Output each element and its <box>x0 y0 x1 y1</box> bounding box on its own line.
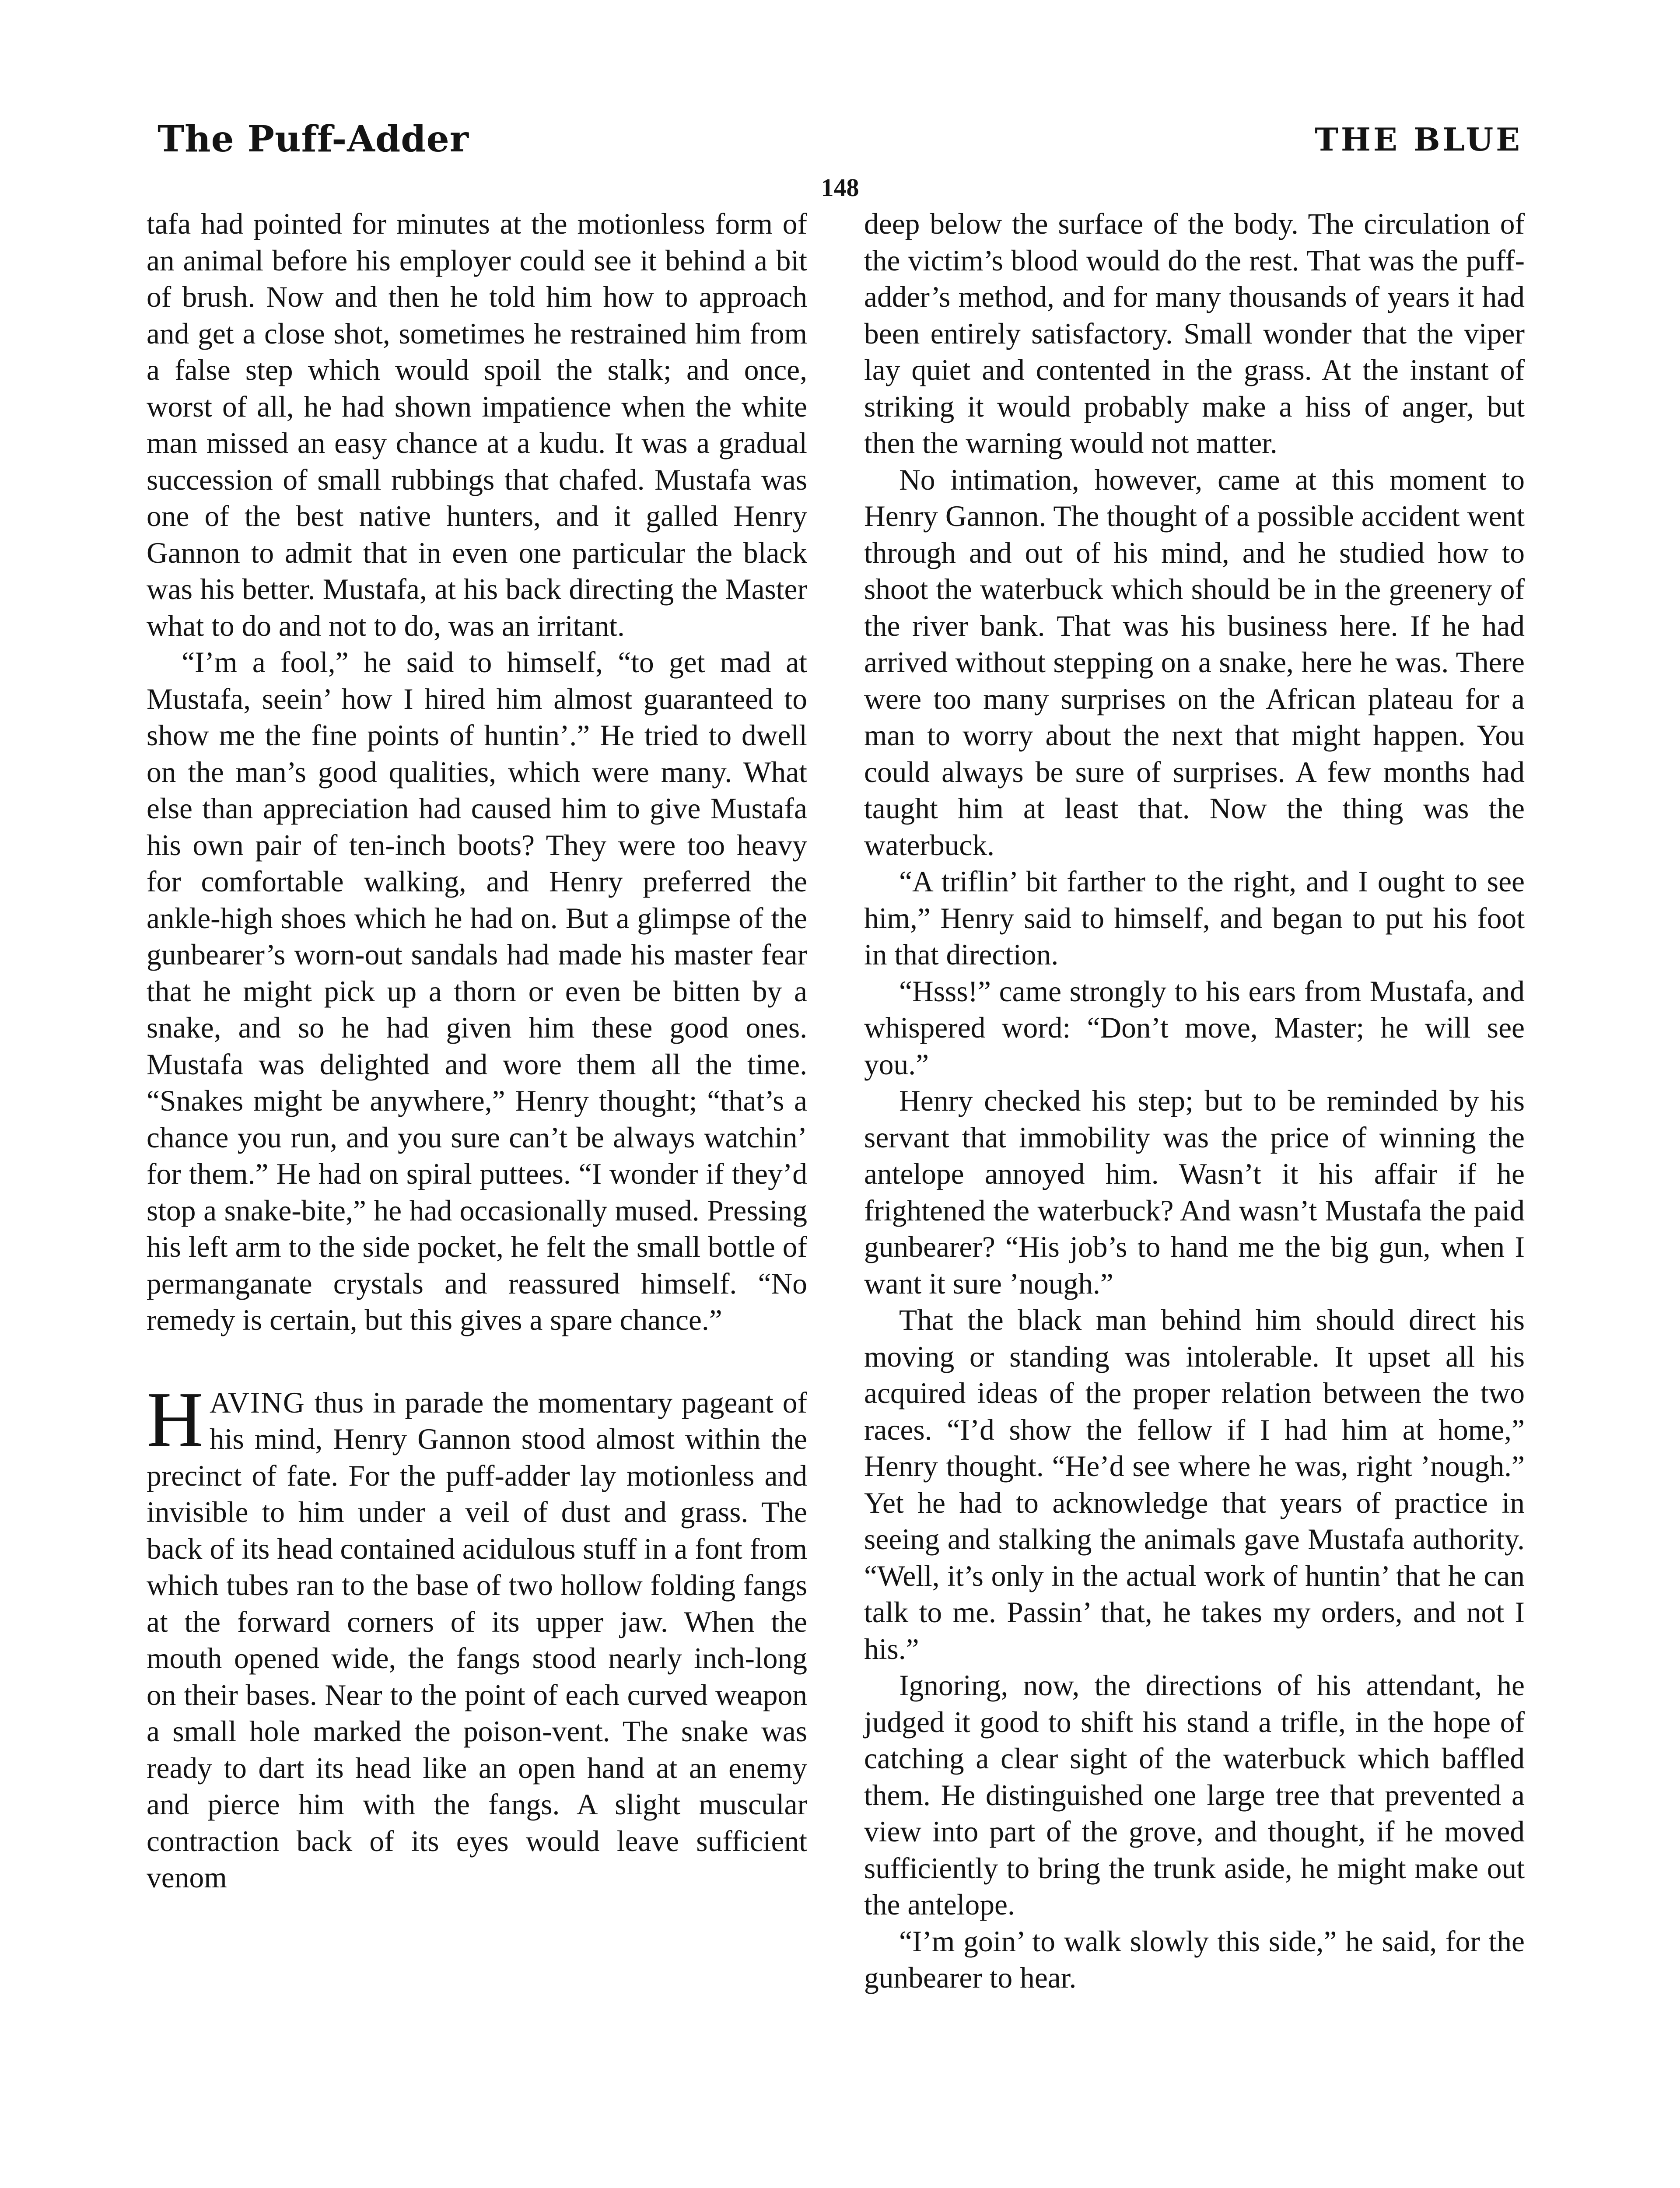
paragraph: “Hsss!” came strongly to his ears from Mustafa, and whispered word: “Don’t move, Master; he will see you.” <box>864 975 1525 1081</box>
page-number: 148 <box>821 173 859 202</box>
paragraph: “I’m goin’ to walk slowly this side,” he said, for the gunbearer to hear. <box>864 1925 1525 1994</box>
drop-cap: H <box>147 1375 203 1463</box>
paragraph: That the black man behind him should direct his moving or standing was intolerable. It upset all his acquired ideas of the proper relation between the two races. “I’d show the fellow if I had him at home,” Henry thought. “He’d see where he was, right ’nough.” Yet he had to acknowledge that years of practice in seeing and stalking the animals gave Mustafa authority. “Well, it’s only in the actual work of huntin’ that he can talk to me. Passin’ that, he takes my orders, and not I his.” <box>864 1304 1525 1666</box>
section-opening-paragraph <box>147 1375 807 1896</box>
story-title: The Puff-Adder <box>158 118 469 160</box>
running-head <box>158 118 1522 179</box>
paragraph: Ignoring, now, the directions of his attendant, he judged it good to shift his stand a trifle, in the hope of catching a clear sight of the waterbuck which baffled them. He distinguished one large tree that prevented a view into part of the grove, and thought, if he moved sufficiently to bring the trunk aside, he might make out the antelope. <box>864 1669 1525 1921</box>
paragraph: “I’m a fool,” he said to himself, “to get mad at Mustafa, seein’ how I hired him almost guaranteed to show me the fine points of huntin’.” He tried to dwell on the man’s good qualities, which were many. What else than appreciation had caused him to give Mustafa his own pair of ten-inch boots? They were too heavy for comfortable walking, and Henry preferred the ankle-high shoes which he had on. But a glimpse of the gunbearer’s worn-out sandals had made his master fear that he might pick up a thorn or even be bitten by a snake, and so he had given him these good ones. Mustafa was delighted and wore them all the time. “Snakes might be anywhere,” Henry thought; “that’s a chance you run, and you sure can’t be always watchin’ for them.” He had on spiral puttees. “I wonder if they’d stop a snake-bite,” he had occasionally mused. Pressing his left arm to the side pocket, he felt the small bottle of permanganate crystals and reassured himself. “No remedy is certain, but this gives a spare chance.” <box>147 646 807 1336</box>
paragraph: “A triflin’ bit farther to the right, and I ought to see him,” Henry said to himself, and began to put his foot in that direction. <box>864 865 1525 971</box>
paragraph: tafa had pointed for minutes at the motionless form of an animal before his employer could see it behind a bit of brush. Now and then he told him how to approach and get a close shot, sometimes he restrained him from a false step which would spoil the stalk; and once, worst of all, he had shown impatience when the white man missed an easy chance at a kudu. It was a gradual succession of small rubbings that chafed. Mustafa was one of the best native hunters, and it galled Henry Gannon to admit that in even one particular the black was his better. Mustafa, at his back directing the Master what to do and not to do, was an irritant. <box>147 207 807 642</box>
paragraph: No intimation, however, came at this moment to Henry Gannon. The thought of a possible accident went through and out of his mind, and he studied how to shoot the waterbuck which should be in the greenery of the river bank. That was his business here. If he had arrived without stepping on a snake, here he was. There were too many surprises on the African plateau for a man to worry about the next that might happen. You could always be sure of surprises. A few months had taught him at least that. Now the thing was the waterbuck. <box>864 463 1525 862</box>
paragraph: deep below the surface of the body. The circulation of the victim’s blood would do the rest. That was the puff-adder’s method, and for many thousands of years it had been entirely satisfactory. Small wonder that the viper lay quiet and contented in the grass. At the instant of striking it would probably make a hiss of anger, but then the warning would not matter. <box>864 207 1525 459</box>
paragraph: Henry checked his step; but to be reminded by his servant that immobility was the price of winning the antelope annoyed him. Wasn’t it his affair if he frightened the waterbuck? And wasn’t Mustafa the paid gunbearer? “His job’s to hand me the big gun, when I want it sure ’nough.” <box>864 1084 1525 1300</box>
right-column <box>864 206 1525 1996</box>
small-caps-lead: AVING <box>210 1386 305 1419</box>
paragraph-text: thus in parade the momentary pageant of his mind, Henry Gannon stood almost within the precinct of fate. For the puff-adder lay motionless and invisible to him under a veil of dust and grass. The back of its head contained acidulous stuff in a font from which tubes ran to the base of two hollow folding fangs at the forward corners of its upper jaw. When the mouth opened wide, the fangs stood nearly inch-long on their bases. Near to the point of each curved weapon a small hole marked the poison-vent. The snake was ready to dart its head like an open hand at an enemy and pierce him with the fangs. A slight muscular contraction back of its eyes would leave sufficient venom <box>147 1386 807 1894</box>
magazine-name: THE BLUE <box>1315 121 1522 158</box>
left-column <box>147 206 807 1896</box>
